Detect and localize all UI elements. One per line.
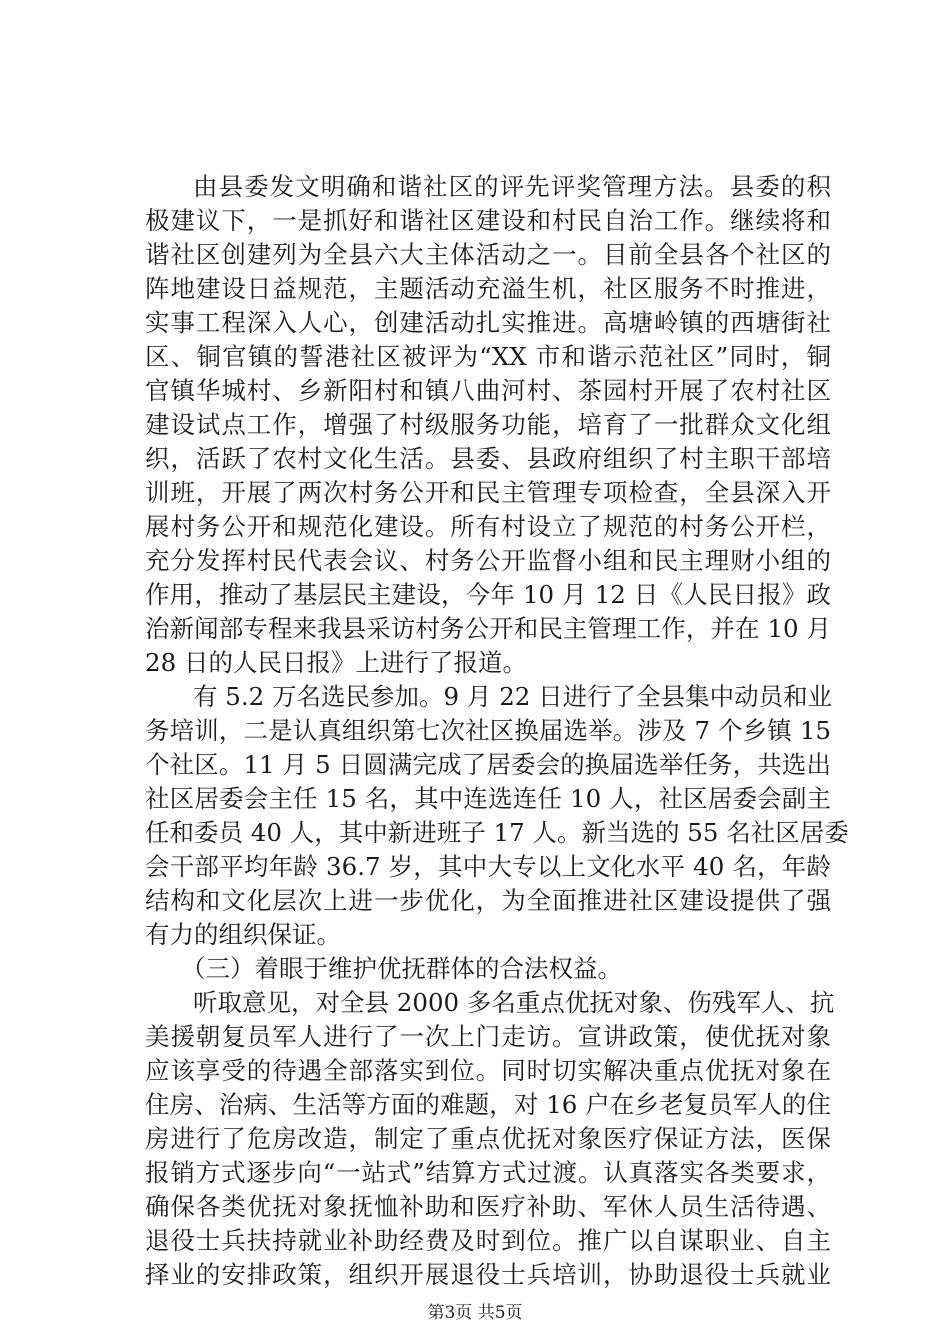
text-line: 有力的组织保证。 [145,920,341,949]
text-line: 任和委员 40 人，其中新进班子 17 人。新当选的 55 名社区居委 [145,818,849,847]
text-line: 房进行了危房改造，制定了重点优抚对象医疗保证方法，医保 [145,1124,831,1153]
text-line: 结构和文化层次上进一步优化，为全面推进社区建设提供了强 [145,886,831,915]
text-line: 展村务公开和规范化建设。所有村设立了规范的村务公开栏， [145,512,831,541]
text-line: 极建议下，一是抓好和谐社区建设和村民自治工作。继续将和 [145,206,831,235]
text-line: 有 5.2 万名选民参加。9 月 22 日进行了全县集中动员和业 [193,682,833,711]
text-line: 会干部平均年龄 36.7 岁，其中大专以上文化水平 40 名，年龄 [145,852,831,881]
text-line: 织，活跃了农村文化生活。县委、县政府组织了村主职干部培 [145,444,831,473]
text-line: 美援朝复员军人进行了一次上门走访。宣讲政策，使优抚对象 [145,1022,831,1051]
text-line: 由县委发文明确和谐社区的评先评奖管理方法。县委的积 [193,172,831,201]
text-line: 应该享受的待遇全部落实到位。同时切实解决重点优抚对象在 [145,1056,831,1085]
text-line: 训班，开展了两次村务公开和民主管理专项检查，全县深入开 [145,478,831,507]
page-footer: 第3页 共5页 [427,1303,523,1323]
text-line: 阵地建设日益规范，主题活动充溢生机，社区服务不时推进， [145,274,831,303]
text-line: 28 日的人民日报》上进行了报道。 [145,648,527,677]
text-line: 社区居委会主任 15 名，其中连选连任 10 人，社区居委会副主 [145,784,831,813]
text-line: 务培训，二是认真组织第七次社区换届选举。涉及 7 个乡镇 15 [145,716,831,745]
text-line: 确保各类优抚对象抚恤补助和医疗补助、军休人员生活待遇、 [145,1192,831,1221]
text-line: 治新闻部专程来我县采访村务公开和民主管理工作，并在 10 月 [145,614,831,643]
text-line: 区、铜官镇的誓港社区被评为“XX 市和谐示范社区”同时，铜 [145,342,831,371]
text-line: 退役士兵扶持就业补助经费及时到位。推广以自谋职业、自主 [145,1226,831,1255]
section-heading: （三）着眼于维护优抚群体的合法权益。 [181,954,622,983]
text-line: 个社区。11 月 5 日圆满完成了居委会的换届选举任务，共选出 [145,750,831,779]
text-line: 充分发挥村民代表会议、村务公开监督小组和民主理财小组的 [145,546,831,575]
text-line: 谐社区创建列为全县六大主体活动之一。目前全县各个社区的 [145,240,831,269]
text-line: 听取意见，对全县 2000 多名重点优抚对象、伤残军人、抗 [193,988,835,1017]
text-line: 实事工程深入人心，创建活动扎实推进。高塘岭镇的西塘街社 [145,308,831,337]
text-line: 报销方式逐步向“一站式”结算方式过渡。认真落实各类要求， [145,1158,831,1187]
text-line: 择业的安排政策，组织开展退役士兵培训，协助退役士兵就业 [145,1260,831,1289]
text-line: 住房、治病、生活等方面的难题，对 16 户在乡老复员军人的住 [145,1090,831,1119]
text-line: 作用，推动了基层民主建设，今年 10 月 12 日《人民日报》政 [145,580,831,609]
text-line: 官镇华城村、乡新阳村和镇八曲河村、茶园村开展了农村社区 [145,376,831,405]
text-line: 建设试点工作，增强了村级服务功能，培育了一批群众文化组 [145,410,831,439]
